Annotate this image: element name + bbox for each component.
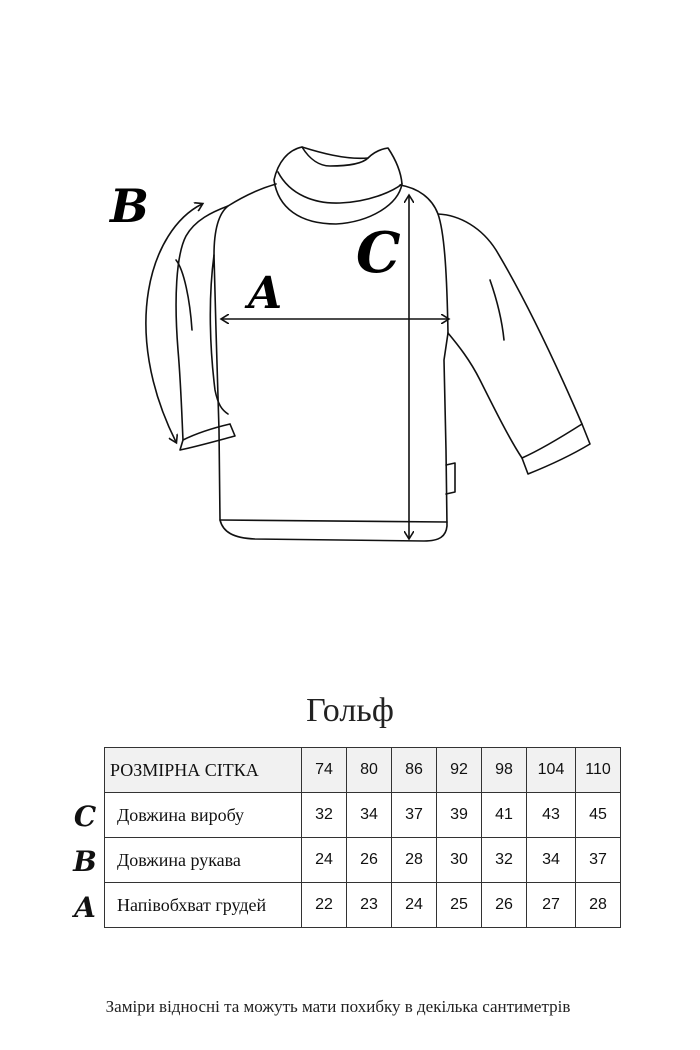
row-label-sleeve: Довжина рукава <box>105 838 302 883</box>
size-92: 92 <box>437 748 482 793</box>
product-title: Гольф <box>306 692 394 729</box>
size-104: 104 <box>527 748 576 793</box>
disclaimer-note: Заміри відносні та можуть мати похибку в декілька сантиметрів <box>105 997 571 1016</box>
size-chart-header: РОЗМІРНА СІТКА <box>105 748 302 793</box>
left-cuff <box>180 424 235 450</box>
table-header-row <box>105 748 621 793</box>
table-cell: 25 <box>437 883 482 928</box>
table-cell: 37 <box>392 793 437 838</box>
table-cell: 32 <box>482 838 527 883</box>
table-cell: 37 <box>576 838 621 883</box>
right-sleeve <box>438 214 582 424</box>
label-tab <box>446 463 455 494</box>
table-row <box>105 838 621 883</box>
body-outline <box>214 184 448 541</box>
size-74: 74 <box>302 748 347 793</box>
table-cell: 32 <box>302 793 347 838</box>
size-110: 110 <box>576 748 621 793</box>
right-cuff <box>522 424 590 474</box>
illustration-letter-b: B <box>110 179 149 233</box>
table-cell: 28 <box>576 883 621 928</box>
table-cell: 34 <box>347 793 392 838</box>
row-label-chest: Напівобхват грудей <box>105 883 302 928</box>
row-label-length: Довжина виробу <box>105 793 302 838</box>
table-row <box>105 883 621 928</box>
table-cell: 34 <box>527 838 576 883</box>
table-cell: 23 <box>347 883 392 928</box>
size-86: 86 <box>392 748 437 793</box>
collar-fold <box>278 172 402 203</box>
row-marker-c: C <box>73 800 97 833</box>
table-row <box>105 793 621 838</box>
row-marker-a: A <box>74 891 96 924</box>
arrow-b <box>146 204 202 442</box>
table-cell: 41 <box>482 793 527 838</box>
illustration-letter-a: A <box>248 268 283 319</box>
table-cell: 27 <box>527 883 576 928</box>
size-chart-table <box>104 747 621 928</box>
table-cell: 26 <box>347 838 392 883</box>
collar-outline <box>274 147 402 224</box>
table-cell: 45 <box>576 793 621 838</box>
hem-line <box>220 520 447 522</box>
table-cell: 22 <box>302 883 347 928</box>
row-marker-b: B <box>73 845 97 878</box>
size-98: 98 <box>482 748 527 793</box>
illustration-letter-c: C <box>356 220 401 286</box>
table-cell: 28 <box>392 838 437 883</box>
size-80: 80 <box>347 748 392 793</box>
table-cell: 26 <box>482 883 527 928</box>
table-cell: 43 <box>527 793 576 838</box>
table-cell: 30 <box>437 838 482 883</box>
table-cell: 24 <box>392 883 437 928</box>
table-cell: 39 <box>437 793 482 838</box>
table-cell: 24 <box>302 838 347 883</box>
